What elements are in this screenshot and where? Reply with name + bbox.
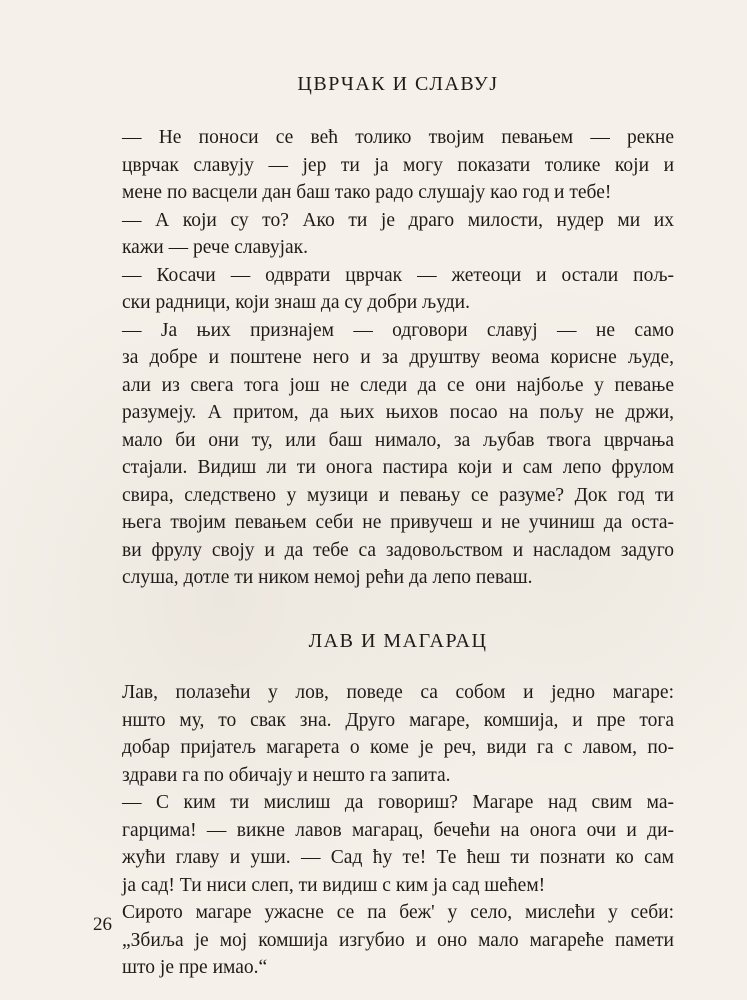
text-line: — Не поноси се већ толико твојим певањем — рекне [122,127,674,148]
text-line: — С ким ти мислиш да говориш? Магаре над свим ма- [122,792,674,813]
text-line: гарцима! — викне лавов магарац, бечећи на онога очи и ди- [122,819,674,841]
paragraph [122,124,674,207]
paragraph [122,679,674,789]
text-line: разумеју. А притом, да њих њихов посао на пољу не држи, [122,402,674,423]
text-line: кажи — рече славујак. [122,237,309,258]
page-number: 26 [93,914,112,935]
text-line: њега твојим певањем себи не привучеш и не учиниш да оста- [122,512,674,533]
paragraph [122,317,674,592]
paragraph [122,262,674,317]
text-line: али из свега тога још не следи да се они најбоље у певање [122,374,674,396]
text-line: ншто му, то свак зна. Друго магаре, комшија, и пре тога [122,709,674,731]
text-line: мене по васцели дан баш тако радо слушају као год и тебе! [122,182,612,203]
text-line: добар пријатељ магарета о коме је реч, види га с лавом, по- [122,737,674,758]
text-line: за добре и поштене него и за друштву веома корисне људе, [122,347,674,368]
text-line: Лав, полазећи у лов, поведе са собом и једно магаре: [122,682,674,703]
text-line: што је пре имао.“ [122,957,268,978]
text-line: жући главу и уши. — Сад ћу те! Те ћеш ти познати ко сам [122,847,674,868]
story-title: ЦВРЧАК И СЛАВУЈ [297,73,499,95]
text-line: свира, следствено у музици и певању се разуме? Док год ти [122,484,674,506]
paragraph [122,789,674,899]
text-line: ви фрулу своју и да тебе са задовољством и насладом задуго [122,539,674,561]
text-line: здрави га по обичају и нешто га запита. [122,764,451,786]
text-line: — Ја њих признајем — одговори славуј — не само [122,319,674,341]
text-line: „Збиља је мој комшија изгубио и оно мало магареће памети [122,929,674,951]
text-line: — Косачи — одврати цврчак — жетеоци и остали пољ- [122,264,674,286]
paragraph [122,899,674,982]
text-line: — А који су то? Ако ти је драго милости, нудер ми их [122,209,674,231]
text-line: ја сад! Ти ниси слеп, ти видиш с ким ја сад шећем! [122,874,546,896]
text-line: мало би они ту, или баш нимало, за љубав твога цврчања [122,429,674,451]
text-line: слуша, дотле ти ником немој рећи да лепо певаш. [122,567,533,588]
story-cvrcak-i-slavuj [122,70,674,592]
story-title: ЛАВ И МАГАРАЦ [308,630,488,652]
text-line: Сирото магаре ужасне се па беж' у село, мислећи у себи: [122,902,674,923]
text-line: ски радници, који знаш да су добри људи. [122,292,470,313]
paragraph [122,207,674,262]
story-lav-i-magarac [122,627,674,982]
text-line: цврчак славују — јер ти ја могу показати толике који и [122,154,674,176]
text-line: стајали. Видиш ли ти онога пастира који и сам лепо фрулом [122,457,674,478]
